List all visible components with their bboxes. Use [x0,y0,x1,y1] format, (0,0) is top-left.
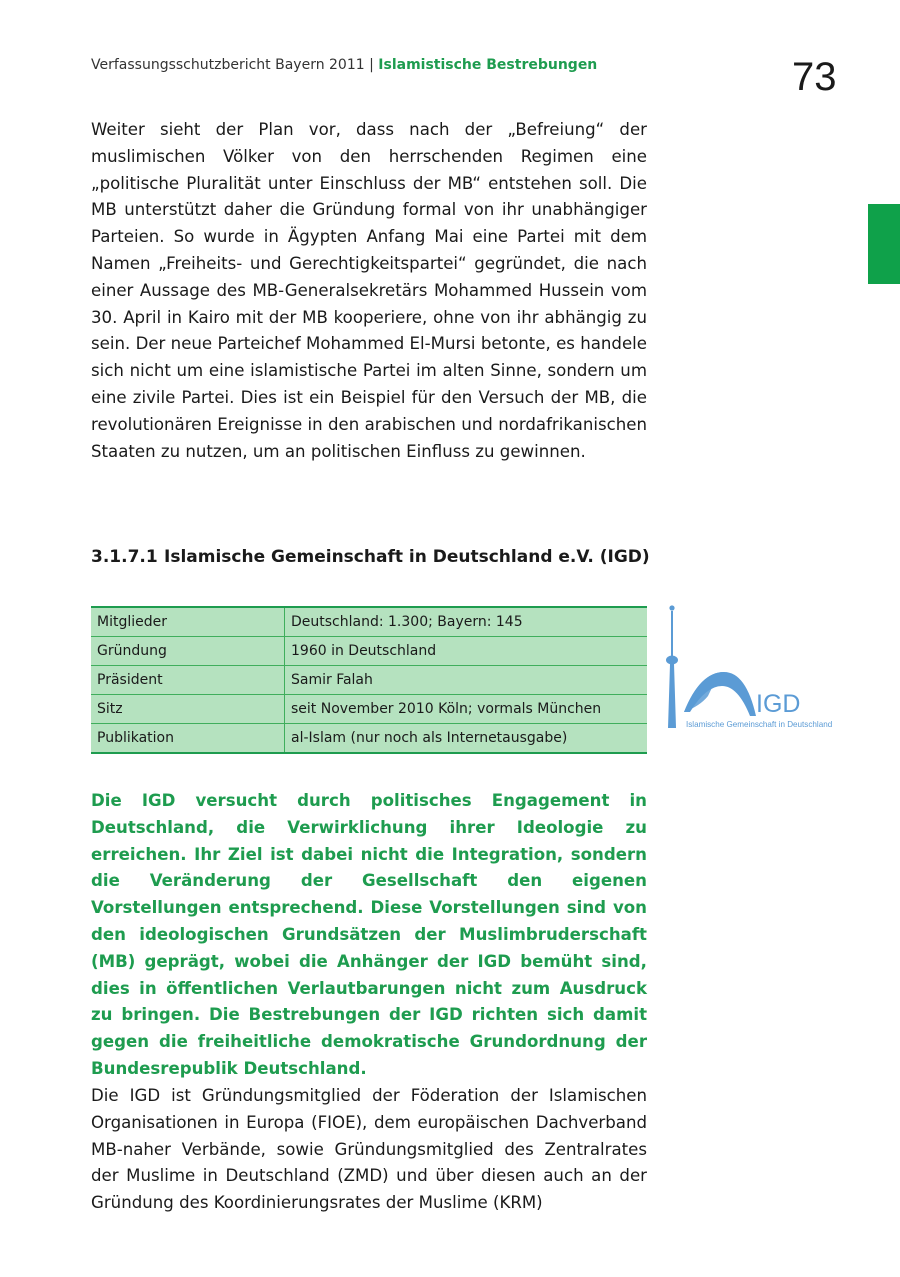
table-row [91,607,647,637]
chapter-tab-marker [868,204,900,284]
page-number: 73 [792,55,837,99]
fact-label: Mitglieder [91,607,285,637]
logo-minaret-spire [671,611,673,656]
section-title: Islamistische Bestrebungen [378,57,598,73]
fact-label: Präsident [91,666,285,695]
closing-paragraph: Die IGD ist Gründungsmitglied der Föderation der Islamischen Organisationen in Europa (FIOE), dem europäischen Dachverband MB-naher Verbände, sowie Gründungsmitglied des Zentralrates der Muslime in Deutschland (ZMD) und über diesen auch an der Gründung des Koordinierungsrates der Muslime (KRM) [91,1086,647,1213]
logo-acronym: IGD [756,690,801,718]
fact-label: Sitz [91,695,285,724]
table-row [91,666,647,695]
table-row [91,637,647,666]
fact-label: Gründung [91,637,285,666]
running-head [91,57,597,73]
section-number: 3.1.7.1 [91,547,158,567]
section-heading-title: Islamische Gemeinschaft in Deutschland e.V. (IGD) [164,547,650,567]
summary-paragraph: Die IGD versucht durch politisches Engagement in Deutschland, die Verwirklichung ihrer Ideologie zu erreichen. Ihr Ziel ist dabei nicht die Integration, sondern die Veränderung der Gesellschaft den eigenen Vorstellungen entsprechend. Diese Vorstellungen sind von den ideologischen Grundsätzen der Muslimbruderschaft (MB) geprägt, wobei die Anhänger der IGD bemüht sind, dies in öffentlichen Verlautbarungen nicht zum Ausdruck zu bringen. Die Bestrebungen der IGD richten sich damit gegen die freiheitliche demokratische Grundordnung der Bundesrepublik Deutschland. [91,791,647,1078]
fact-label: Publikation [91,724,285,754]
logo-full-name: Islamische Gemeinschaft in Deutschland [686,720,833,729]
fact-value: seit November 2010 Köln; vormals München [285,695,648,724]
header-separator: | [369,57,374,73]
logo-minaret-balcony [666,656,678,665]
logo-minaret-finial [669,605,674,610]
fact-value: al-Islam (nur noch als Internetausgabe) [285,724,648,754]
table-row [91,695,647,724]
intro-paragraph: Weiter sieht der Plan vor, dass nach der „Befreiung“ der muslimischen Völker von den herrschenden Regimen eine „politische Pluralität unter Einschluss der MB“ entstehen soll. Die MB unterstützt daher die Gründung formal von ihr unabhängiger Parteien. So wurde in Ägypten Anfang Mai eine Partei mit dem Namen „Freiheits- und Gerechtigkeitspartei“ gegründet, die nach einer Aussage des MB-Generalsekretärs Mohammed Hussein vom 30. April in Kairo mit der MB kooperiere, ohne von ihr abhängig zu sein. Der neue Parteichef Mohammed El-Mursi betonte, es handele sich nicht um eine islamistische Partei im alten Sinne, sondern um eine zivile Partei. Dies ist ein Beispiel für den Versuch der MB, die revolutionären Ereignisse in den arabischen und nordafrikanischen Staaten zu nutzen, um an politischen Einfluss zu gewinnen. [91,120,647,461]
organization-facts-table [91,606,647,754]
logo-dome-fill [684,672,724,712]
fact-value: 1960 in Deutschland [285,637,648,666]
fact-value: Deutschland: 1.300; Bayern: 145 [285,607,648,637]
fact-value: Samir Falah [285,666,648,695]
igd-logo [660,600,850,740]
table-row [91,724,647,754]
section-heading [91,547,650,567]
logo-minaret-shaft [668,664,676,728]
publication-title: Verfassungsschutzbericht Bayern 2011 [91,57,365,73]
